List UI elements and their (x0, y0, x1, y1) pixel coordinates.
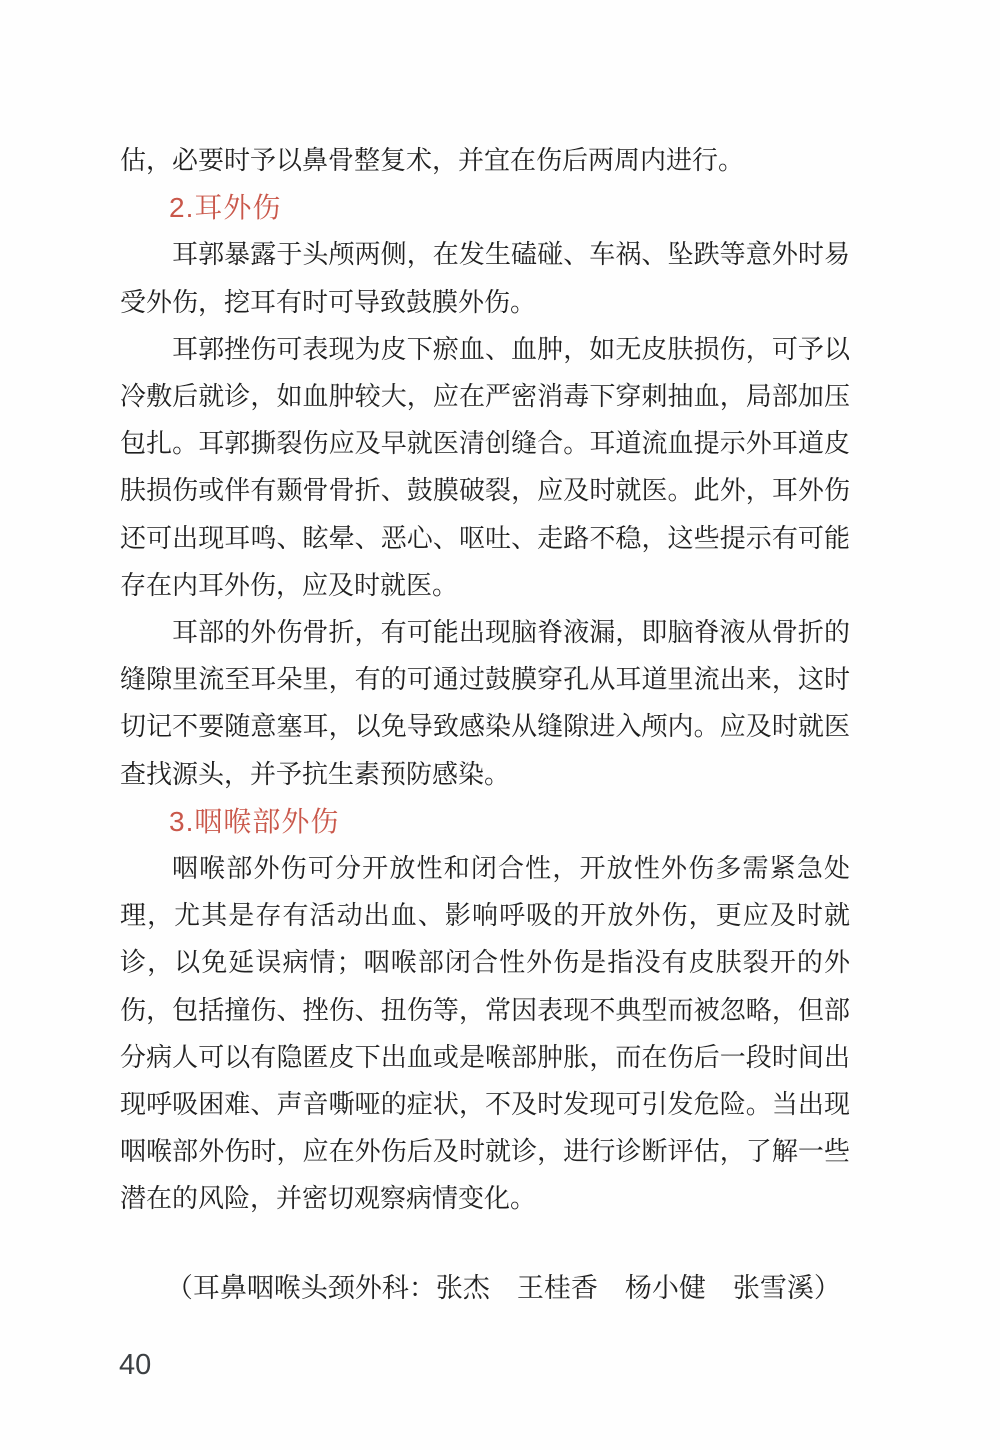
byline-department-authors: （耳鼻咽喉头颈外科：张杰 王桂香 杨小健 张雪溪） (165, 1272, 841, 1303)
paragraph-ear-contusion: 耳郭挫伤可表现为皮下瘀血、血肿，如无皮肤损伤，可予以冷敷后就诊，如血肿较大，应在严密消毒下穿刺抽血，局部加压包扎。耳郭撕裂伤应及早就医清创缝合。耳道流血提示外耳道皮肤损伤或伴有颞骨骨折、鼓膜破裂，应及时就医。此外，耳外伤还可出现耳鸣、眩晕、恶心、呕吐、走路不稳，这些提示有可能存在内耳外伤，应及时就医。 (120, 334, 850, 600)
section-heading-ear-trauma: 2.耳外伤 (169, 192, 282, 224)
paragraph-throat-trauma: 咽喉部外伤可分开放性和闭合性，开放性外伤多需紧急处理，尤其是存有活动出血、影响呼吸的开放外伤，更应及时就诊，以免延误病情；咽喉部闭合性外伤是指没有皮肤裂开的外伤，包括撞伤、挫伤、扭伤等，常因表现不典型而被忽略，但部分病人可以有隐匿皮下出血或是喉部肿胀，而在伤后一段时间出现呼吸困难、声音嘶哑的症状，不及时发现可引发危险。当出现咽喉部外伤时，应在外伤后及时就诊，进行诊断评估，了解一些潜在的风险，并密切观察病情变化。 (120, 854, 850, 1214)
paragraph-ear-fracture: 耳部的外伤骨折，有可能出现脑脊液漏，即脑脊液从骨折的缝隙里流至耳朵里，有的可通过鼓膜穿孔从耳道里流出来，这时切记不要随意塞耳，以免导致感染从缝隙进入颅内。应及时就医查找源头，并予抗生素预防感染。 (120, 618, 850, 789)
paragraph-continuation: 估，必要时予以鼻骨整复术，并宜在伤后两周内进行。 (120, 146, 745, 175)
page-number: 40 (119, 1349, 152, 1381)
paragraph-ear-exposure: 耳郭暴露于头颅两侧，在发生磕碰、车祸、坠跌等意外时易受外伤，挖耳有时可导致鼓膜外伤。 (120, 240, 850, 317)
page-body (120, 137, 850, 1312)
section-heading-throat-trauma: 3.咽喉部外伤 (169, 805, 340, 837)
